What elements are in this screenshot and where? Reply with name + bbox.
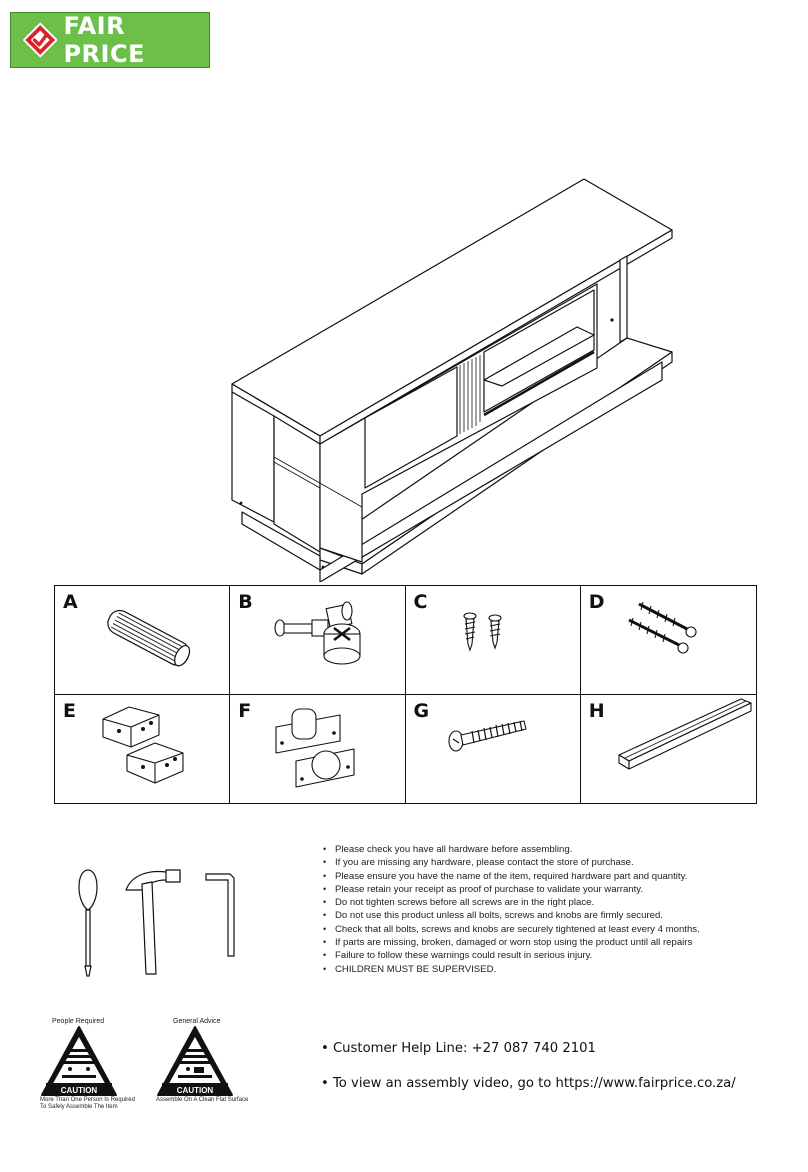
hardware-letter: B — [238, 591, 253, 613]
hardware-letter: F — [238, 699, 252, 722]
sign-title: General Advice — [173, 1018, 221, 1025]
hardware-cell-f — [230, 695, 405, 804]
caution-label: CAUTION — [176, 1086, 214, 1095]
tv-stand-illustration — [222, 172, 682, 582]
hardware-cell-d — [581, 586, 756, 695]
tools-illustration — [70, 862, 270, 982]
caution-triangle-icon — [156, 1025, 234, 1097]
assembly-video-link[interactable]: • To view an assembly video, go to https://www.fairprice.co.za/ — [321, 1076, 736, 1091]
checkmark-diamond-icon — [23, 22, 57, 58]
brand-name: FAIR PRICE — [63, 12, 145, 68]
door-rollers-icon — [230, 695, 405, 803]
instruction-item: • Please retain your receipt as proof of purchase to validate your warranty. — [322, 883, 792, 896]
instruction-item: • If parts are missing, broken, damaged or worn stop using the product until all repairs — [322, 936, 792, 949]
corner-brackets-icon — [55, 695, 230, 803]
caution-label: CAUTION — [60, 1086, 98, 1095]
instruction-item: • Please ensure you have the name of the item, required hardware part and quantity. — [322, 870, 792, 883]
connector-bolt-icon — [406, 695, 581, 803]
instruction-group-parts — [322, 936, 792, 949]
sign-caption: Assemble On A Clean Flat Surface — [156, 1097, 249, 1103]
cam-bolt-icon — [230, 586, 405, 694]
sign-general-advice — [156, 1018, 256, 1104]
instruction-group-safety — [322, 896, 792, 936]
instruction-item: • CHILDREN MUST BE SUPERVISED. — [322, 963, 792, 976]
hardware-letter: C — [413, 591, 428, 613]
instruction-item: • Please check you have all hardware before assembling. — [322, 843, 792, 856]
hardware-grid — [54, 585, 757, 804]
hammer-icon — [126, 870, 180, 974]
long-screws-icon — [581, 586, 756, 694]
instruction-item: • Failure to follow these warnings could result in serious injury. — [322, 949, 792, 962]
hardware-cell-e — [55, 695, 230, 804]
instruction-item: • Do not use this product unless all bolts, screws and knobs are firmly secured. — [322, 909, 792, 922]
allen-key-icon — [206, 874, 234, 956]
hardware-cell-a — [55, 586, 230, 695]
sign-caption: More Than One Person Is Required To Safely Assemble The Item — [40, 1097, 135, 1110]
hardware-letter: G — [413, 699, 430, 722]
hardware-letter: A — [63, 591, 78, 613]
sign-people-required — [40, 1018, 140, 1111]
hardware-cell-b — [230, 586, 405, 695]
fair-price-logo — [10, 12, 210, 68]
hardware-cell-g — [406, 695, 581, 804]
instruction-item: • If you are missing any hardware, please contact the store of purchase. — [322, 856, 792, 869]
instruction-group-children — [322, 963, 792, 976]
customer-help-line: • Customer Help Line: +27 087 740 2101 — [321, 1041, 596, 1056]
instruction-group-warning — [322, 949, 792, 962]
instructions — [322, 843, 792, 976]
short-screws-icon — [406, 586, 581, 694]
caution-triangle-icon — [40, 1025, 118, 1097]
sign-title: People Required — [52, 1018, 105, 1025]
instruction-group-hardware — [322, 843, 792, 896]
instruction-item: • Do not tighten screws before all screws are in the right place. — [322, 896, 792, 909]
hardware-cell-h — [581, 695, 756, 804]
hardware-letter: D — [588, 591, 605, 613]
hardware-letter: H — [588, 699, 605, 722]
instruction-item: • Check that all bolts, screws and knobs are securely tightened at least every 4 months. — [322, 923, 792, 936]
track-rail-icon — [581, 695, 756, 803]
hardware-cell-c — [406, 586, 581, 695]
hardware-letter: E — [63, 699, 76, 722]
dowel-icon — [55, 586, 230, 694]
screwdriver-icon — [79, 870, 97, 976]
